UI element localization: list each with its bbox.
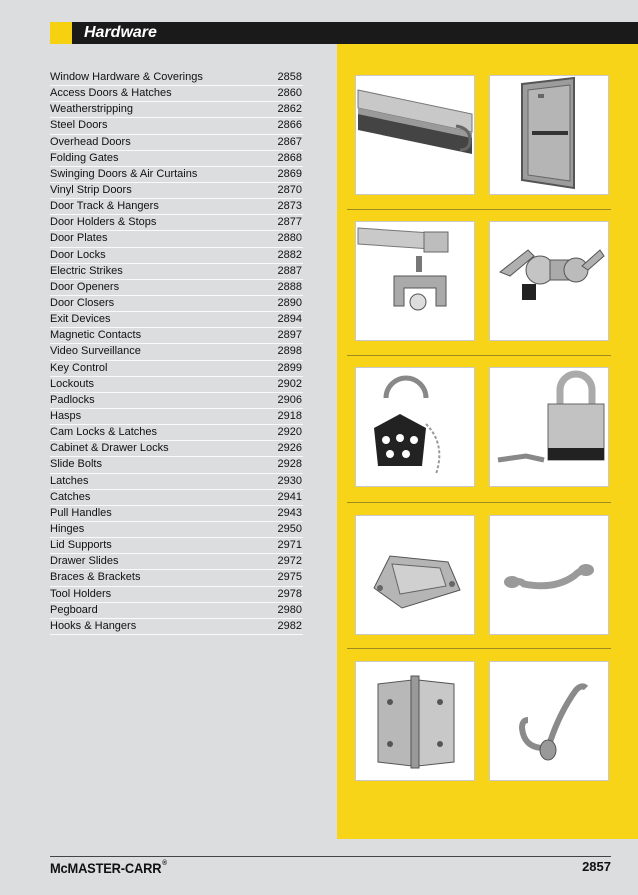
index-category-label: Padlocks xyxy=(50,393,95,406)
index-category-label: Lockouts xyxy=(50,377,95,390)
index-category-label: Swinging Doors & Air Curtains xyxy=(50,167,198,180)
index-row[interactable] xyxy=(50,328,303,344)
index-category-label: Door Track & Hangers xyxy=(50,200,159,213)
index-category-label: Door Closers xyxy=(50,296,115,309)
index-row[interactable] xyxy=(50,248,303,264)
index-row[interactable] xyxy=(50,522,303,538)
index-page-number: 2873 xyxy=(277,200,302,213)
index-row[interactable] xyxy=(50,183,303,199)
index-page-number: 2867 xyxy=(277,135,302,148)
index-category-label: Tool Holders xyxy=(50,587,112,600)
index-category-label: Electric Strikes xyxy=(50,264,123,277)
index-page-number: 2882 xyxy=(277,248,302,261)
index-category-label: Steel Doors xyxy=(50,119,108,132)
index-row[interactable] xyxy=(50,264,303,280)
index-row[interactable] xyxy=(50,457,303,473)
index-page-number: 2980 xyxy=(277,603,302,616)
steel-door-image[interactable] xyxy=(489,75,609,195)
index-page-number: 2941 xyxy=(277,490,302,503)
hinge-image[interactable] xyxy=(355,661,475,781)
index-row[interactable] xyxy=(50,344,303,360)
index-page-number: 2877 xyxy=(277,216,302,229)
index-row[interactable] xyxy=(50,441,303,457)
index-page-number: 2899 xyxy=(277,361,302,374)
index-category-label: Catches xyxy=(50,490,91,503)
index-row[interactable] xyxy=(50,409,303,425)
index-category-label: Door Plates xyxy=(50,232,108,245)
weatherstrip-image[interactable] xyxy=(355,75,475,195)
index-category-label: Magnetic Contacts xyxy=(50,329,142,342)
index-page-number: 2888 xyxy=(277,280,302,293)
section-title: Hardware xyxy=(84,24,157,41)
index-category-label: Access Doors & Hatches xyxy=(50,87,172,100)
index-page-number: 2866 xyxy=(277,119,302,132)
pull-handle-image[interactable] xyxy=(489,515,609,635)
index-page-number: 2862 xyxy=(277,103,302,116)
index-page-number: 2890 xyxy=(277,296,302,309)
index-page-number: 2950 xyxy=(277,522,302,535)
page-number: 2857 xyxy=(582,859,611,874)
index-row[interactable] xyxy=(50,86,303,102)
index-page-number: 2920 xyxy=(277,426,302,439)
index-row[interactable] xyxy=(50,393,303,409)
index-row[interactable] xyxy=(50,135,303,151)
index-page-number: 2860 xyxy=(277,87,302,100)
index-category-label: Hooks & Hangers xyxy=(50,619,137,632)
index-page-number: 2868 xyxy=(277,151,302,164)
index-page-number: 2930 xyxy=(277,474,302,487)
footer-rule xyxy=(50,856,611,857)
index-category-label: Cam Locks & Latches xyxy=(50,426,157,439)
index-row[interactable] xyxy=(50,231,303,247)
lockout-hasp-image[interactable] xyxy=(355,367,475,487)
index-row[interactable] xyxy=(50,377,303,393)
index-row[interactable] xyxy=(50,619,303,635)
section-header-marker xyxy=(50,22,72,44)
index-category-label: Folding Gates xyxy=(50,151,119,164)
row-divider xyxy=(347,355,611,356)
index-row[interactable] xyxy=(50,570,303,586)
index-page-number: 2943 xyxy=(277,506,302,519)
index-category-label: Latches xyxy=(50,474,89,487)
index-category-label: Overhead Doors xyxy=(50,135,131,148)
index-category-label: Exit Devices xyxy=(50,313,111,326)
index-category-label: Drawer Slides xyxy=(50,555,119,568)
index-row[interactable] xyxy=(50,296,303,312)
index-row[interactable] xyxy=(50,70,303,86)
index-page-number: 2870 xyxy=(277,183,302,196)
index-row[interactable] xyxy=(50,167,303,183)
index-row[interactable] xyxy=(50,490,303,506)
index-page-number: 2982 xyxy=(277,619,302,632)
category-index-list xyxy=(50,70,303,635)
row-divider xyxy=(347,209,611,210)
index-row[interactable] xyxy=(50,474,303,490)
index-category-label: Door Openers xyxy=(50,280,120,293)
index-category-label: Hasps xyxy=(50,409,82,422)
index-category-label: Window Hardware & Coverings xyxy=(50,71,203,83)
index-page-number: 2894 xyxy=(277,313,302,326)
index-category-label: Lid Supports xyxy=(50,539,112,552)
index-category-label: Pull Handles xyxy=(50,506,112,519)
index-page-number: 2897 xyxy=(277,329,302,342)
index-category-label: Weatherstripping xyxy=(50,103,133,116)
index-page-number: 2898 xyxy=(277,345,302,358)
index-row[interactable] xyxy=(50,215,303,231)
index-category-label: Video Surveillance xyxy=(50,345,141,358)
padlock-image[interactable] xyxy=(489,367,609,487)
index-row[interactable] xyxy=(50,361,303,377)
index-page-number: 2906 xyxy=(277,393,302,406)
index-row[interactable] xyxy=(50,587,303,603)
index-category-label: Key Control xyxy=(50,361,108,374)
index-page-number: 2971 xyxy=(277,539,302,552)
index-page-number: 2972 xyxy=(277,555,302,568)
index-category-label: Braces & Brackets xyxy=(50,571,141,584)
index-row[interactable] xyxy=(50,554,303,570)
index-row[interactable] xyxy=(50,603,303,619)
hook-image[interactable] xyxy=(489,661,609,781)
index-category-label: Vinyl Strip Doors xyxy=(50,183,132,196)
index-page-number: 2858 xyxy=(277,71,302,83)
index-row[interactable] xyxy=(50,312,303,328)
index-page-number: 2902 xyxy=(277,377,302,390)
index-row[interactable] xyxy=(50,199,303,215)
index-page-number: 2918 xyxy=(277,409,302,422)
row-divider xyxy=(347,502,611,503)
index-row[interactable] xyxy=(50,538,303,554)
index-row[interactable] xyxy=(50,102,303,118)
latch-image[interactable] xyxy=(355,515,475,635)
index-row[interactable] xyxy=(50,280,303,296)
mcmaster-carr-logo: McMASTER-CARR® xyxy=(50,860,167,876)
index-page-number: 2880 xyxy=(277,232,302,245)
door-lock-lever-image[interactable] xyxy=(489,221,609,341)
index-page-number: 2869 xyxy=(277,167,302,180)
index-page-number: 2975 xyxy=(277,571,302,584)
index-page-number: 2928 xyxy=(277,458,302,471)
index-row[interactable] xyxy=(50,506,303,522)
door-track-hanger-image[interactable] xyxy=(355,221,475,341)
index-category-label: Door Holders & Stops xyxy=(50,216,157,229)
index-category-label: Door Locks xyxy=(50,248,106,261)
index-category-label: Hinges xyxy=(50,522,85,535)
index-row[interactable] xyxy=(50,151,303,167)
row-divider xyxy=(347,648,611,649)
index-row[interactable] xyxy=(50,425,303,441)
index-category-label: Pegboard xyxy=(50,603,98,616)
index-page-number: 2887 xyxy=(277,264,302,277)
index-category-label: Slide Bolts xyxy=(50,458,102,471)
index-page-number: 2926 xyxy=(277,442,302,455)
index-row[interactable] xyxy=(50,118,303,134)
index-category-label: Cabinet & Drawer Locks xyxy=(50,442,169,455)
index-page-number: 2978 xyxy=(277,587,302,600)
